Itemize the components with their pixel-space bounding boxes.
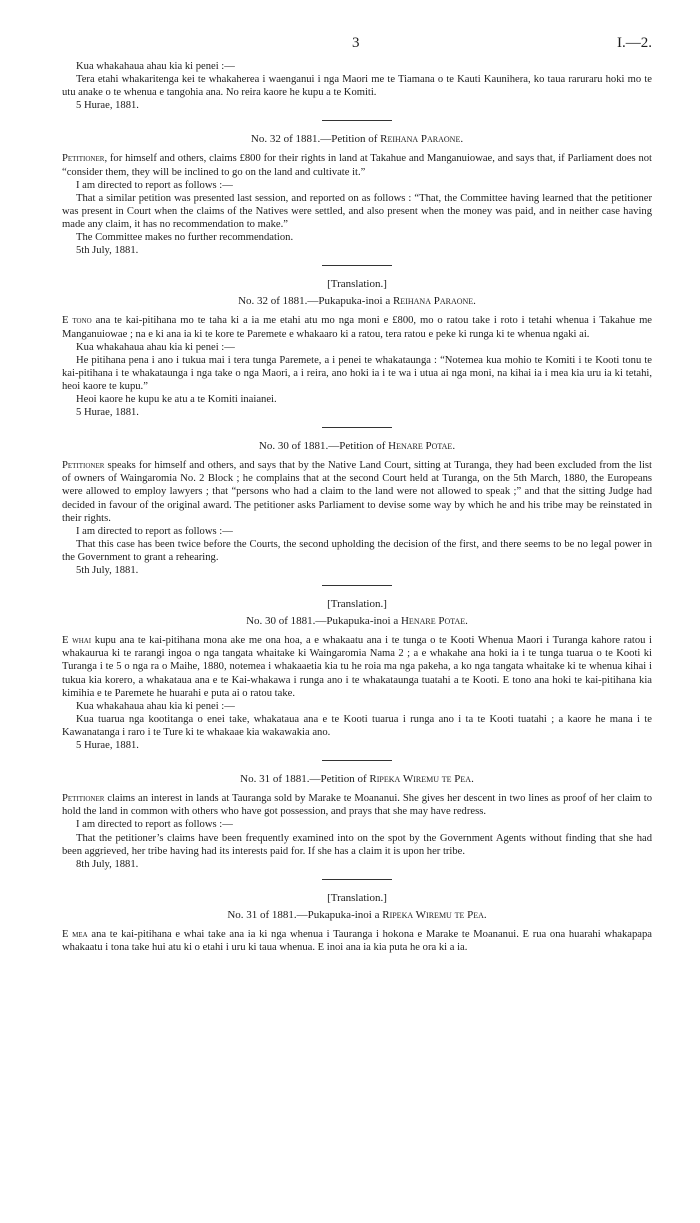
committee-report: He pitihana pena i ano i tukua mai i tera tunga Paremete, a i penei te whakataunga : “Notemea kua mohio te Komiti i te Kooti tonu te kai-pitihana i te whakataunga i nga take o nga Maori, a i reira, ano hoki ia i te wa i utua ai nga moni, na kihai ia i mea kia uru ia ki tetahi, heoi kaore te kupu.” [62,354,652,392]
petition-summary: Petitioner speaks for himself and others, and says that by the Native Land Court, sitting at Turanga, they had been excluded from the list of owners of Waingaromia No. 2 Block ; he complains that at the second Court held at Turanga, on the 5th March, 1880, the Europeans were allowed to employ lawyers ; that “persons who had a claim to the land were not allowed to speak ;” and that the sitting Judge had decided in favour of the original award. The petitioner asks Parliament to devise some way by which he and his tribe may be reinstated in their rights. [62,460,652,524]
report-date: 5 Hurae, 1881. [76,407,139,419]
translation-label: [Translation.] [327,891,387,904]
petition-summary: E mea ana te kai-pitihana e whai take ana ia ki nga whenua i Tauranga i hokona e Marake te Moananui. E rua ona huarahi whakapapa whakaatu i tona take hui atu ki o etahi i uru ki taua whenua. E inoi ana ia kia puta he ora ki a ia. [62,928,652,954]
page-number: 3 [352,35,360,51]
petition-title: No. 30 of 1881.—Pukapuka-inoi a Henare Potae. [246,615,468,628]
petition-summary: Petitioner claims an interest in lands at Tauranga sold by Marake te Moananui. She gives her descent in two lines as proof of her claim to hold the land in common with others who have got possession, and prays that she may have redress. [62,793,652,818]
section-divider [322,265,392,266]
committee-further: Heoi kaore he kupu ke atu a te Komiti inaianei. [76,393,277,405]
petition-summary: E tono ana te kai-pitihana mo te taha ki a ia me etahi atu mo nga moni e £800, mo o ratou take i roto i tetahi whenua i Takahue me Manganuiowae ; na e ki ana ia ki te kore te Paremete e whakaaro ki a ratou, tera ratou e peke ki runga ki te whenua ngaki ai. [62,315,653,340]
translation-label: [Translation.] [327,278,387,291]
directed-line: I am directed to report as follows :— [76,525,233,537]
report-date: 8th July, 1881. [76,858,139,870]
translation-label: [Translation.] [327,598,387,611]
petition-title: No. 30 of 1881.—Petition of Henare Potae. [258,440,456,453]
petition-title: No. 31 of 1881.—Pukapuka-inoi a Ripeka Wiremu te Pea. [227,908,487,921]
petition-title: No. 31 of 1881.—Petition of Ripeka Wiremu te Pea. [240,773,474,786]
petition-31-translation [62,892,652,954]
directed-line: I am directed to report as follows :— [76,819,233,831]
directed-line: Kua whakahaua ahau kia ki penei :— [76,700,235,712]
continued-report [62,60,652,112]
report-date: 5 Hurae, 1881. [76,740,139,752]
petition-30-translation [62,598,652,752]
section-divider [322,760,392,761]
report-date: 5th July, 1881. [76,245,139,257]
section-divider [322,427,392,428]
report-text: Tera etahi whakaritenga kei te whakaherea i waenganui i nga Maori me te Tiamana o te Kauti Kaunihera, ko taua raruraru hoki mo te utu anake o te whenua e tangohia ana. No reira kaore he kupu a te Komiti. [62,74,652,99]
petition-30-english [62,440,652,577]
directed-line: Kua whakahaua ahau kia ki penei :— [76,341,235,353]
section-divider [322,585,392,586]
committee-report: That a similar petition was presented last session, and reported on as follows : “That, the Committee having learned that the petitioner was present in Court when the claims of the Natives were settled, and also present when the money was paid, and in neither case having made any claim, it has no recommendation to make.” [62,192,652,230]
directed-line: I am directed to report as follows :— [76,179,233,191]
petition-32-translation [62,278,652,419]
petition-summary: E whai kupu ana te kai-pitihana mona ake me ona hoa, a e whakaatu ana i te tunga o te Kooti Whenua Maori i Turanga kahore ratou i whakaurua ki te rarangi ingoa o nga tangata whaitake ki Waingaromia Nama 2 ; a e whakahe ana hoki ia i te tunga tuarua o te Kooti ki Turanga i te 5 o nga ra o Maihe, 1880, notemea i whakaaetia kia tu he roia ma nga pakeha, a ko nga tangata whaitake ki te whenua kihai i tukua kia korero, a whakatauа ana e te Kai-whakawa i runga ano i te whakataunga tuatahi a te Kooti. E tono ana hoki te kai-pitihana kia kimihia e te Paremete he huarahi e puta ai o ratou take. [62,635,653,699]
committee-report: That this case has been twice before the Courts, the second upholding the decision of the first, and there seems to be no legal power in the Government to grant a rehearing. [62,538,652,563]
committee-report: That the petitioner’s claims have been frequently examined into on the spot by the Government Agents without finding that she had been aggrieved, her tribe having had its interests paid for. If she has a claim it is upon her tribe. [62,832,652,857]
document-reference: I.—2. [617,35,652,51]
page-header [62,34,652,60]
petition-summary: Petitioner, for himself and others, claims £800 for their rights in land at Takahue and Manganuiowae, and says that, if Parliament does not “consider them, they will be inclined to go on the land and cultivate it.” [62,153,652,178]
report-intro: Kua whakahaua ahau kia ki penei :— [76,61,235,72]
petition-title: No. 32 of 1881.—Pukapuka-inoi a Reihana Paraone. [238,295,476,308]
report-date: 5 Hurae, 1881. [76,100,139,112]
report-date: 5th July, 1881. [76,565,139,576]
committee-further: The Committee makes no further recommendation. [76,232,294,244]
committee-report: Kua tuarua nga kootitanga o enei take, whakatauа ana e te Kooti tuarua i runga ano i ta te Kooti tuatahi ; a kaore he mana i te Kawanatanga i raro i te Ture ki te whakaae kia wakawakia ano. [62,713,652,738]
petition-32-english [62,133,652,257]
petition-title: No. 32 of 1881.—Petition of Reihana Paraone. [250,133,464,146]
section-divider [322,879,392,880]
petition-31-english [62,773,652,871]
section-divider [322,120,392,121]
